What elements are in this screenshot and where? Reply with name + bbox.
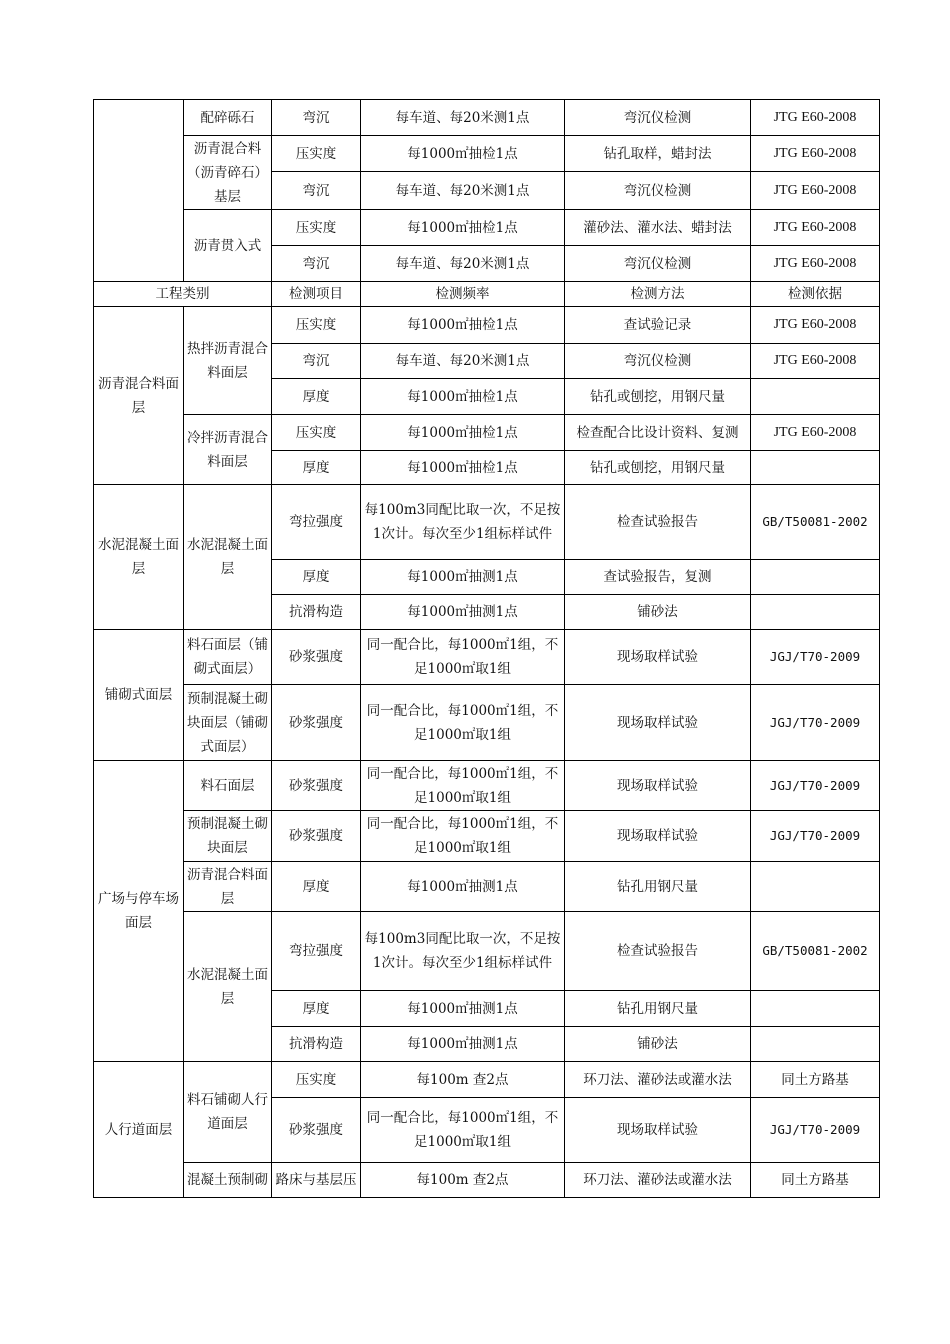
frequency-cell: 同一配合比，每1000㎡1组，不足1000㎡取1组 — [361, 685, 565, 761]
method-cell: 钻孔或刨挖，用钢尺量 — [565, 451, 751, 485]
frequency-cell: 每1000㎡抽测1点 — [361, 862, 565, 912]
basis-cell: JGJ/T70-2009 — [751, 811, 880, 862]
basis-cell: JGJ/T70-2009 — [751, 630, 880, 685]
basis-cell: JTG E60-2008 — [751, 172, 880, 210]
test-item-cell: 路床与基层压 — [272, 1163, 361, 1198]
basis-cell — [751, 595, 880, 630]
table-row — [94, 415, 880, 451]
frequency-cell: 每100m 查2点 — [361, 1062, 565, 1098]
subcategory-cell: 料石面层 — [184, 761, 272, 811]
test-item-cell: 压实度 — [272, 1062, 361, 1098]
header-method: 检测方法 — [565, 282, 751, 307]
table-row — [94, 100, 880, 136]
category-cell: 水泥混凝土面层 — [94, 485, 184, 630]
inspection-table — [93, 99, 880, 1198]
test-item-cell: 抗滑构造 — [272, 595, 361, 630]
test-item-cell: 砂浆强度 — [272, 811, 361, 862]
frequency-cell: 每1000㎡抽测1点 — [361, 1027, 565, 1062]
method-cell: 铺砂法 — [565, 1027, 751, 1062]
basis-cell: JTG E60-2008 — [751, 307, 880, 344]
basis-cell: JTG E60-2008 — [751, 246, 880, 282]
frequency-cell: 每100m3同配比取一次，不足按1次计。每次至少1组标样试件 — [361, 912, 565, 991]
test-item-cell: 弯拉强度 — [272, 912, 361, 991]
method-cell: 弯沉仪检测 — [565, 100, 751, 136]
method-cell: 环刀法、灌砂法或灌水法 — [565, 1163, 751, 1198]
test-item-cell: 压实度 — [272, 307, 361, 344]
test-item-cell: 压实度 — [272, 415, 361, 451]
category-cell: 人行道面层 — [94, 1062, 184, 1198]
test-item-cell: 弯沉 — [272, 246, 361, 282]
table-row — [94, 210, 880, 246]
frequency-cell: 每车道、每20米测1点 — [361, 344, 565, 379]
header-basis: 检测依据 — [751, 282, 880, 307]
subcategory-cell: 料石面层（铺砌式面层） — [184, 630, 272, 685]
test-item-cell: 厚度 — [272, 862, 361, 912]
header-category: 工程类别 — [94, 282, 272, 307]
method-cell: 现场取样试验 — [565, 811, 751, 862]
method-cell: 弯沉仪检测 — [565, 344, 751, 379]
basis-cell: JTG E60-2008 — [751, 100, 880, 136]
method-cell: 查试验记录 — [565, 307, 751, 344]
method-cell: 灌砂法、灌水法、蜡封法 — [565, 210, 751, 246]
method-cell: 检查配合比设计资料、复测 — [565, 415, 751, 451]
subcategory-cell: 预制混凝土砌块面层（铺砌式面层） — [184, 685, 272, 761]
frequency-cell: 每1000㎡抽测1点 — [361, 560, 565, 595]
basis-cell: JGJ/T70-2009 — [751, 761, 880, 811]
frequency-cell: 同一配合比，每1000㎡1组，不足1000㎡取1组 — [361, 761, 565, 811]
test-item-cell: 砂浆强度 — [272, 761, 361, 811]
basis-cell: JGJ/T70-2009 — [751, 685, 880, 761]
table-row — [94, 685, 880, 761]
subcategory-cell: 混凝土预制砌 — [184, 1163, 272, 1198]
frequency-cell: 同一配合比，每1000㎡1组，不足1000㎡取1组 — [361, 630, 565, 685]
method-cell: 现场取样试验 — [565, 1098, 751, 1163]
subcategory-cell: 沥青贯入式 — [184, 210, 272, 282]
frequency-cell: 同一配合比，每1000㎡1组，不足1000㎡取1组 — [361, 811, 565, 862]
test-item-cell: 砂浆强度 — [272, 1098, 361, 1163]
method-cell: 弯沉仪检测 — [565, 246, 751, 282]
test-item-cell: 厚度 — [272, 379, 361, 415]
basis-cell: 同土方路基 — [751, 1062, 880, 1098]
table-row — [94, 761, 880, 811]
subcategory-cell: 料石铺砌人行道面层 — [184, 1062, 272, 1163]
method-cell: 铺砂法 — [565, 595, 751, 630]
frequency-cell: 每100m 查2点 — [361, 1163, 565, 1198]
frequency-cell: 每100m3同配比取一次，不足按1次计。每次至少1组标样试件 — [361, 485, 565, 560]
basis-cell — [751, 560, 880, 595]
frequency-cell: 每1000㎡抽检1点 — [361, 307, 565, 344]
category-cell — [94, 100, 184, 282]
test-item-cell: 弯沉 — [272, 100, 361, 136]
subcategory-cell: 沥青混合料面层 — [184, 862, 272, 912]
frequency-cell: 每1000㎡抽检1点 — [361, 415, 565, 451]
method-cell: 现场取样试验 — [565, 761, 751, 811]
subcategory-cell: 配碎砾石 — [184, 100, 272, 136]
method-cell: 弯沉仪检测 — [565, 172, 751, 210]
inspection-table-sheet — [93, 99, 879, 1198]
test-item-cell: 弯沉 — [272, 344, 361, 379]
frequency-cell: 每车道、每20米测1点 — [361, 100, 565, 136]
frequency-cell: 每1000㎡抽检1点 — [361, 379, 565, 415]
method-cell: 现场取样试验 — [565, 630, 751, 685]
subcategory-cell: 沥青混合料（沥青碎石）基层 — [184, 136, 272, 210]
test-item-cell: 厚度 — [272, 451, 361, 485]
test-item-cell: 砂浆强度 — [272, 685, 361, 761]
subcategory-cell: 冷拌沥青混合料面层 — [184, 415, 272, 485]
frequency-cell: 每车道、每20米测1点 — [361, 246, 565, 282]
test-item-cell: 弯拉强度 — [272, 485, 361, 560]
table-row — [94, 630, 880, 685]
method-cell: 钻孔取样，蜡封法 — [565, 136, 751, 172]
category-cell: 沥青混合料面层 — [94, 307, 184, 485]
basis-cell — [751, 451, 880, 485]
frequency-cell: 同一配合比，每1000㎡1组，不足1000㎡取1组 — [361, 1098, 565, 1163]
subcategory-cell: 水泥混凝土面层 — [184, 485, 272, 630]
test-item-cell: 厚度 — [272, 991, 361, 1027]
frequency-cell: 每1000㎡抽检1点 — [361, 210, 565, 246]
table-row — [94, 1163, 880, 1198]
test-item-cell: 弯沉 — [272, 172, 361, 210]
basis-cell: GB/T50081-2002 — [751, 485, 880, 560]
header-frequency: 检测频率 — [361, 282, 565, 307]
method-cell: 环刀法、灌砂法或灌水法 — [565, 1062, 751, 1098]
basis-cell — [751, 1027, 880, 1062]
frequency-cell: 每1000㎡抽检1点 — [361, 136, 565, 172]
subcategory-cell: 预制混凝土砌块面层 — [184, 811, 272, 862]
table-row — [94, 811, 880, 862]
frequency-cell: 每1000㎡抽测1点 — [361, 595, 565, 630]
basis-cell: GB/T50081-2002 — [751, 912, 880, 991]
method-cell: 查试验报告，复测 — [565, 560, 751, 595]
test-item-cell: 压实度 — [272, 136, 361, 172]
category-cell: 广场与停车场面层 — [94, 761, 184, 1062]
subcategory-cell: 热拌沥青混合料面层 — [184, 307, 272, 415]
table-row — [94, 862, 880, 912]
table-row — [94, 912, 880, 991]
basis-cell: JGJ/T70-2009 — [751, 1098, 880, 1163]
table-row — [94, 307, 880, 344]
header-test-item: 检测项目 — [272, 282, 361, 307]
test-item-cell: 抗滑构造 — [272, 1027, 361, 1062]
table-row — [94, 1062, 880, 1098]
table-row — [94, 136, 880, 172]
test-item-cell: 压实度 — [272, 210, 361, 246]
basis-cell: JTG E60-2008 — [751, 136, 880, 172]
category-cell: 铺砌式面层 — [94, 630, 184, 761]
basis-cell — [751, 991, 880, 1027]
table-row — [94, 485, 880, 560]
basis-cell — [751, 862, 880, 912]
basis-cell: JTG E60-2008 — [751, 210, 880, 246]
method-cell: 钻孔或刨挖，用钢尺量 — [565, 379, 751, 415]
method-cell: 现场取样试验 — [565, 685, 751, 761]
basis-cell: JTG E60-2008 — [751, 415, 880, 451]
method-cell: 钻孔用钢尺量 — [565, 991, 751, 1027]
method-cell: 检查试验报告 — [565, 912, 751, 991]
basis-cell: JTG E60-2008 — [751, 344, 880, 379]
test-item-cell: 厚度 — [272, 560, 361, 595]
subcategory-cell: 水泥混凝土面层 — [184, 912, 272, 1062]
frequency-cell: 每车道、每20米测1点 — [361, 172, 565, 210]
basis-cell — [751, 379, 880, 415]
table-header-row — [94, 282, 880, 307]
method-cell: 钻孔用钢尺量 — [565, 862, 751, 912]
frequency-cell: 每1000㎡抽检1点 — [361, 451, 565, 485]
method-cell: 检查试验报告 — [565, 485, 751, 560]
basis-cell: 同土方路基 — [751, 1163, 880, 1198]
test-item-cell: 砂浆强度 — [272, 630, 361, 685]
frequency-cell: 每1000㎡抽测1点 — [361, 991, 565, 1027]
